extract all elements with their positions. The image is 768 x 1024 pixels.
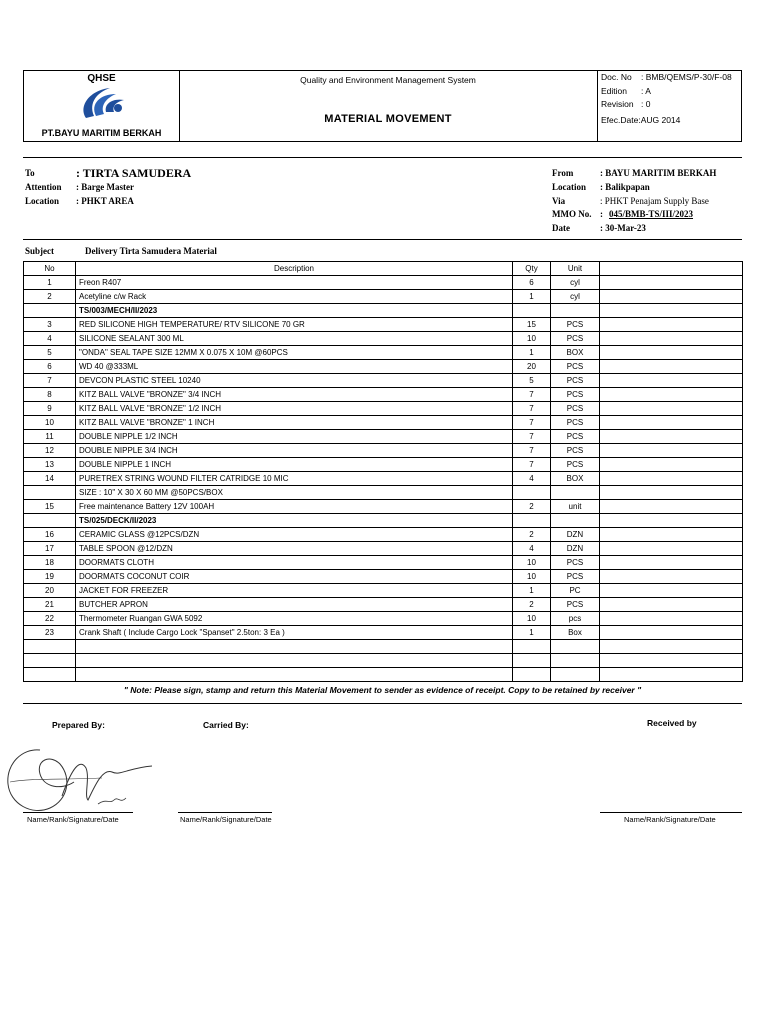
divider-note [23,703,742,704]
col-remarks-header [600,262,743,276]
row-no-cell: 12 [24,444,76,458]
subject-label: Subject [25,246,54,256]
document-header [23,70,742,142]
row-qty-cell: 7 [513,388,551,402]
row-remarks-cell [600,654,743,668]
row-remarks-cell [600,402,743,416]
row-unit-cell [551,486,600,500]
table-row [24,290,743,304]
row-unit-cell: PCS [551,402,600,416]
row-unit-cell: unit [551,500,600,514]
row-qty-cell: 7 [513,430,551,444]
row-remarks-cell [600,304,743,318]
table-row [24,528,743,542]
col-unit-header: Unit [551,262,600,276]
row-remarks-cell [600,346,743,360]
row-no-cell [24,514,76,528]
row-remarks-cell [600,612,743,626]
row-qty-cell: 5 [513,374,551,388]
row-description-cell: "ONDA" SEAL TAPE SIZE 12MM X 0.075 X 10M @60PCS [76,346,513,360]
prepared-by-label: Prepared By: [52,720,105,730]
row-remarks-cell [600,514,743,528]
row-qty-cell [513,668,551,682]
company-logo-icon [76,84,130,129]
row-unit-cell: cyl [551,290,600,304]
row-qty-cell [513,304,551,318]
document-title: MATERIAL MOVEMENT [324,113,452,125]
row-qty-cell: 7 [513,402,551,416]
carried-sign-line [178,812,272,813]
row-unit-cell: PCS [551,444,600,458]
mmo-colon: : [600,209,603,219]
row-no-cell: 4 [24,332,76,346]
row-description-cell: Freon R407 [76,276,513,290]
table-row [24,612,743,626]
row-qty-cell: 2 [513,598,551,612]
row-qty-cell: 1 [513,584,551,598]
row-qty-cell: 1 [513,346,551,360]
table-row [24,444,743,458]
table-row [24,500,743,514]
table-row [24,402,743,416]
subject-value: Delivery Tirta Samudera Material [85,246,217,256]
row-no-cell: 22 [24,612,76,626]
row-description-cell: TS/003/MECH/II/2023 [76,304,513,318]
doc-edition: Edition : A [601,86,651,96]
row-no-cell [24,654,76,668]
row-description-cell: WD 40 @333ML [76,360,513,374]
row-description-cell: BUTCHER APRON [76,598,513,612]
row-qty-cell: 7 [513,458,551,472]
row-remarks-cell [600,472,743,486]
sender-location-label: Location [552,182,587,192]
row-description-cell: KITZ BALL VALVE "BRONZE" 3/4 INCH [76,388,513,402]
recipient-location-label: Location [25,196,60,206]
row-unit-cell [551,654,600,668]
table-row [24,542,743,556]
doc-number: Doc. No : BMB/QEMS/P-30/F-08 [601,72,732,82]
handwritten-signature-icon [2,738,162,823]
system-title: Quality and Environment Management System [300,75,476,85]
row-remarks-cell [600,528,743,542]
row-no-cell: 14 [24,472,76,486]
table-row [24,514,743,528]
row-remarks-cell [600,486,743,500]
row-qty-cell: 2 [513,500,551,514]
row-unit-cell: DZN [551,542,600,556]
row-remarks-cell [600,290,743,304]
row-unit-cell: BOX [551,472,600,486]
qhse-label: QHSE [87,73,116,84]
row-unit-cell [551,668,600,682]
row-unit-cell: PCS [551,416,600,430]
via-label: Via [552,196,566,206]
row-qty-cell: 4 [513,542,551,556]
row-qty-cell: 10 [513,332,551,346]
row-description-cell: JACKET FOR FREEZER [76,584,513,598]
mmo-label: MMO No. [552,209,592,219]
row-no-cell: 7 [24,374,76,388]
sender-location-value: : Balikpapan [600,182,650,192]
row-remarks-cell [600,374,743,388]
row-unit-cell: PCS [551,374,600,388]
row-description-cell: DEVCON PLASTIC STEEL 10240 [76,374,513,388]
row-description-cell: TS/025/DECK/II/2023 [76,514,513,528]
row-description-cell: SIZE : 10" X 30 X 60 MM @50PCS/BOX [76,486,513,500]
row-unit-cell: PCS [551,388,600,402]
row-remarks-cell [600,388,743,402]
row-no-cell [24,486,76,500]
table-row [24,332,743,346]
company-name: PT.BAYU MARITIM BERKAH [41,128,162,138]
table-row [24,570,743,584]
received-sign-caption: Name/Rank/Signature/Date [624,815,716,824]
row-remarks-cell [600,570,743,584]
row-remarks-cell [600,542,743,556]
row-remarks-cell [600,444,743,458]
carried-sign-caption: Name/Rank/Signature/Date [180,815,272,824]
table-row [24,640,743,654]
row-description-cell: KITZ BALL VALVE "BRONZE" 1 INCH [76,416,513,430]
from-label: From [552,168,574,178]
row-unit-cell [551,640,600,654]
row-qty-cell: 10 [513,612,551,626]
row-unit-cell: DZN [551,528,600,542]
row-unit-cell: PC [551,584,600,598]
row-qty-cell [513,654,551,668]
items-table [23,261,743,682]
row-unit-cell: PCS [551,598,600,612]
row-description-cell: Free maintenance Battery 12V 100AH [76,500,513,514]
prepared-sign-line [23,812,133,813]
row-description-cell: Crank Shaft ( Include Cargo Lock "Spanset" 2.5ton: 3 Ea ) [76,626,513,640]
row-qty-cell [513,486,551,500]
row-qty-cell [513,514,551,528]
row-remarks-cell [600,640,743,654]
row-no-cell: 13 [24,458,76,472]
row-qty-cell: 6 [513,276,551,290]
row-no-cell: 10 [24,416,76,430]
row-description-cell [76,668,513,682]
table-row [24,416,743,430]
table-row [24,388,743,402]
row-description-cell: DOUBLE NIPPLE 1/2 INCH [76,430,513,444]
row-no-cell: 5 [24,346,76,360]
table-row [24,304,743,318]
row-unit-cell: PCS [551,458,600,472]
doc-revision: Revision : 0 [601,99,651,109]
date-label: Date [552,223,570,233]
table-row [24,668,743,682]
row-qty-cell: 4 [513,472,551,486]
row-description-cell: Acetyline c/w Rack [76,290,513,304]
row-qty-cell [513,640,551,654]
row-description-cell [76,654,513,668]
from-value: : BAYU MARITIM BERKAH [600,168,717,178]
row-description-cell: Thermometer Ruangan GWA 5092 [76,612,513,626]
row-no-cell: 23 [24,626,76,640]
row-remarks-cell [600,332,743,346]
row-description-cell: SILICONE SEALANT 300 ML [76,332,513,346]
row-no-cell: 11 [24,430,76,444]
row-description-cell: TABLE SPOON @12/DZN [76,542,513,556]
table-row [24,654,743,668]
row-no-cell: 21 [24,598,76,612]
table-row [24,626,743,640]
row-remarks-cell [600,556,743,570]
doc-effective-date: Efec.Date:AUG 2014 [601,115,681,125]
row-unit-cell: PCS [551,430,600,444]
recipient-location-value: : PHKT AREA [76,196,134,206]
row-no-cell: 18 [24,556,76,570]
table-header-row [24,262,743,276]
row-no-cell [24,640,76,654]
col-description-header: Description [76,262,513,276]
row-no-cell [24,668,76,682]
col-qty-header: Qty [513,262,551,276]
carried-by-label: Carried By: [203,720,249,730]
row-remarks-cell [600,500,743,514]
row-no-cell: 19 [24,570,76,584]
table-row [24,486,743,500]
row-no-cell: 1 [24,276,76,290]
via-value: : PHKT Penajam Supply Base [600,196,709,206]
row-unit-cell: BOX [551,346,600,360]
row-no-cell: 9 [24,402,76,416]
row-description-cell: CERAMIC GLASS @12PCS/DZN [76,528,513,542]
row-unit-cell: PCS [551,332,600,346]
to-value: : TIRTA SAMUDERA [76,166,192,180]
row-description-cell: DOORMATS COCONUT COIR [76,570,513,584]
col-no-header: No [24,262,76,276]
row-remarks-cell [600,584,743,598]
row-unit-cell [551,304,600,318]
prepared-sign-caption: Name/Rank/Signature/Date [27,815,119,824]
row-description-cell: DOUBLE NIPPLE 3/4 INCH [76,444,513,458]
row-unit-cell: PCS [551,318,600,332]
row-description-cell: PURETREX STRING WOUND FILTER CATRIDGE 10 MIC [76,472,513,486]
receipt-note: " Note: Please sign, stamp and return this Material Movement to sender as evidence of receipt. Copy to be retained by receiver " [123,685,642,695]
row-description-cell [76,640,513,654]
row-description-cell: DOORMATS CLOTH [76,556,513,570]
row-no-cell: 17 [24,542,76,556]
row-no-cell: 20 [24,584,76,598]
row-remarks-cell [600,318,743,332]
row-description-cell: KITZ BALL VALVE "BRONZE" 1/2 INCH [76,402,513,416]
table-row [24,360,743,374]
row-unit-cell: PCS [551,360,600,374]
row-unit-cell: PCS [551,570,600,584]
row-no-cell: 3 [24,318,76,332]
row-qty-cell: 10 [513,556,551,570]
row-qty-cell: 10 [513,570,551,584]
row-qty-cell: 2 [513,528,551,542]
divider-top [23,157,742,158]
row-no-cell: 2 [24,290,76,304]
row-qty-cell: 7 [513,416,551,430]
received-sign-line [600,812,742,813]
row-remarks-cell [600,626,743,640]
row-no-cell [24,304,76,318]
table-row [24,584,743,598]
table-row [24,458,743,472]
table-row [24,598,743,612]
row-qty-cell: 7 [513,444,551,458]
row-qty-cell: 15 [513,318,551,332]
table-row [24,472,743,486]
row-unit-cell [551,514,600,528]
row-qty-cell: 1 [513,290,551,304]
row-remarks-cell [600,430,743,444]
table-row [24,346,743,360]
row-remarks-cell [600,360,743,374]
row-remarks-cell [600,668,743,682]
row-remarks-cell [600,416,743,430]
row-remarks-cell [600,598,743,612]
date-value: : 30-Mar-23 [600,223,646,233]
row-remarks-cell [600,458,743,472]
row-unit-cell: PCS [551,556,600,570]
to-label: To [25,168,35,178]
row-no-cell: 8 [24,388,76,402]
mmo-value: 045/BMB-TS/III/2023 [609,209,694,219]
attention-label: Attention [25,182,62,192]
row-description-cell: DOUBLE NIPPLE 1 INCH [76,458,513,472]
table-row [24,556,743,570]
row-no-cell: 16 [24,528,76,542]
table-row [24,430,743,444]
received-by-label: Received by [647,718,697,728]
row-unit-cell: pcs [551,612,600,626]
row-qty-cell: 20 [513,360,551,374]
divider-subject [23,239,742,240]
attention-value: : Barge Master [76,182,134,192]
row-unit-cell: cyl [551,276,600,290]
table-row [24,318,743,332]
row-unit-cell: Box [551,626,600,640]
row-remarks-cell [600,276,743,290]
row-no-cell: 15 [24,500,76,514]
row-no-cell: 6 [24,360,76,374]
table-row [24,276,743,290]
table-row [24,374,743,388]
row-description-cell: RED SILICONE HIGH TEMPERATURE/ RTV SILICONE 70 GR [76,318,513,332]
row-qty-cell: 1 [513,626,551,640]
